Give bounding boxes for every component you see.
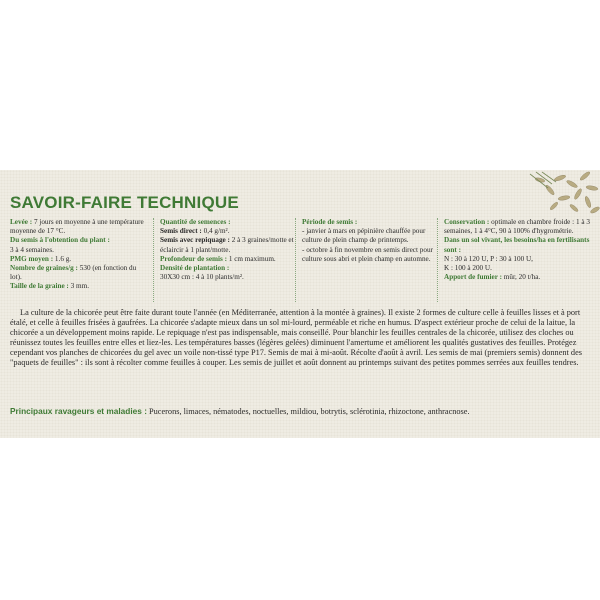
graines-label: Nombre de graines/g : [10, 264, 78, 273]
besoins-text-1: N : 30 à 120 U, P : 30 à 100 U, [444, 254, 533, 263]
page-title: SAVOIR-FAIRE TECHNIQUE [10, 193, 239, 212]
quantite-label: Quantité de semences : [160, 218, 231, 226]
periode-text-1: - janvier à mars en pépinière chauffée pour culture de plein champ de printemps. [302, 227, 426, 245]
technical-card [0, 170, 600, 438]
besoins-label: Dans un sol vivant, les besoins/ha en fertilisants sont : [444, 236, 590, 254]
conservation-text: optimale en chambre froide : 1 à 3 semaines, 1 à 4°C, 90 à 100% d'hygrométrie. [444, 218, 590, 236]
repiquage-label: Semis avec repiquage : [160, 236, 230, 245]
column-semences [153, 218, 296, 302]
levee-label: Levée : [10, 218, 33, 226]
levee-text: 7 jours en moyenne à une température moyenne de 17 °C. [10, 218, 144, 236]
pmg-text: 1.6 g. [53, 254, 72, 263]
direct-text: 0,4 g/m². [201, 227, 230, 236]
fumier-label: Apport de fumier : [444, 273, 502, 282]
periode-label: Période de semis : [302, 218, 358, 226]
info-columns [10, 218, 590, 302]
densite-label: Densité de plantation : [160, 264, 230, 273]
periode-text-2: - octobre à fin novembre en semis direct pour culture sous abri et plein champ en automne. [302, 245, 433, 263]
profondeur-label: Profondeur de semis : [160, 254, 228, 263]
profondeur-text: 1 cm maximum. [227, 254, 276, 263]
semis-label: Du semis à l'obtention du plant : [10, 236, 110, 245]
semis-text: 3 à 4 semaines. [10, 245, 54, 254]
seeds-illustration [490, 170, 600, 218]
densite-text: 30X30 cm : 4 à 10 plants/m². [160, 273, 244, 282]
culture-paragraph: La culture de la chicorée peut être faite durant toute l'année (en Méditerranée, attention à la montée à graines). Il existe 2 formes de culture celle à feuilles lisses et à port étalé, et celle à feuilles frisées à gaufrées. La chicorée s'adapte mieux dans un sol mi-lourd, perméable et riche en humus. D'aspect extérieur proche de celui de la laitue, la chicorée a un développement moins rapide. Le repiquage n'est pas indispensable, mais conseillé. Pour blanchir les feuilles centrales de la chicorée, utilisez des cloches ou réunissez toutes les feuilles entre elles et liez-les. Les températures basses (légères gelées) diminuent l'amertume et améliorent les qualités gustatives des feuilles. Protégez cependant vos planches de chicorées du gel avec un voile non-tissé type P17. Semis de mai à mi-août. Récolte d'août à avril. Les semis de mai (premiers semis) donnent des "paquets de feuilles" : ils sont à récolter comme feuilles à couper. Les semis de juillet et août donnent au printemps suivant des petites pommes serrées aux feuilles tendres. [10, 308, 582, 368]
fumier-text: mûr, 20 t/ha. [501, 273, 541, 282]
pests-text: Pucerons, limaces, nématodes, noctuelles, mildiou, botrytis, sclérotinia, rhizoctone, anthracnose. [146, 407, 470, 416]
graines-text: 530 (en fonction du lot). [10, 264, 137, 282]
taille-label: Taille de la graine : [10, 282, 69, 291]
column-germination [10, 218, 146, 302]
taille-text: 3 mm. [68, 282, 90, 291]
column-conservation [437, 218, 592, 302]
repiquage-text: 2 à 3 graines/motte et éclaircir à 1 plant/motte. [160, 236, 294, 254]
besoins-text-2: K : 100 à 200 U. [444, 264, 492, 273]
pmg-label: PMG moyen : [10, 254, 54, 263]
column-periode [295, 218, 438, 302]
conservation-label: Conservation : [444, 218, 490, 226]
pests-label: Principaux ravageurs et maladies : [10, 406, 147, 416]
direct-label: Semis direct : [160, 227, 202, 236]
pests-line [10, 406, 588, 417]
